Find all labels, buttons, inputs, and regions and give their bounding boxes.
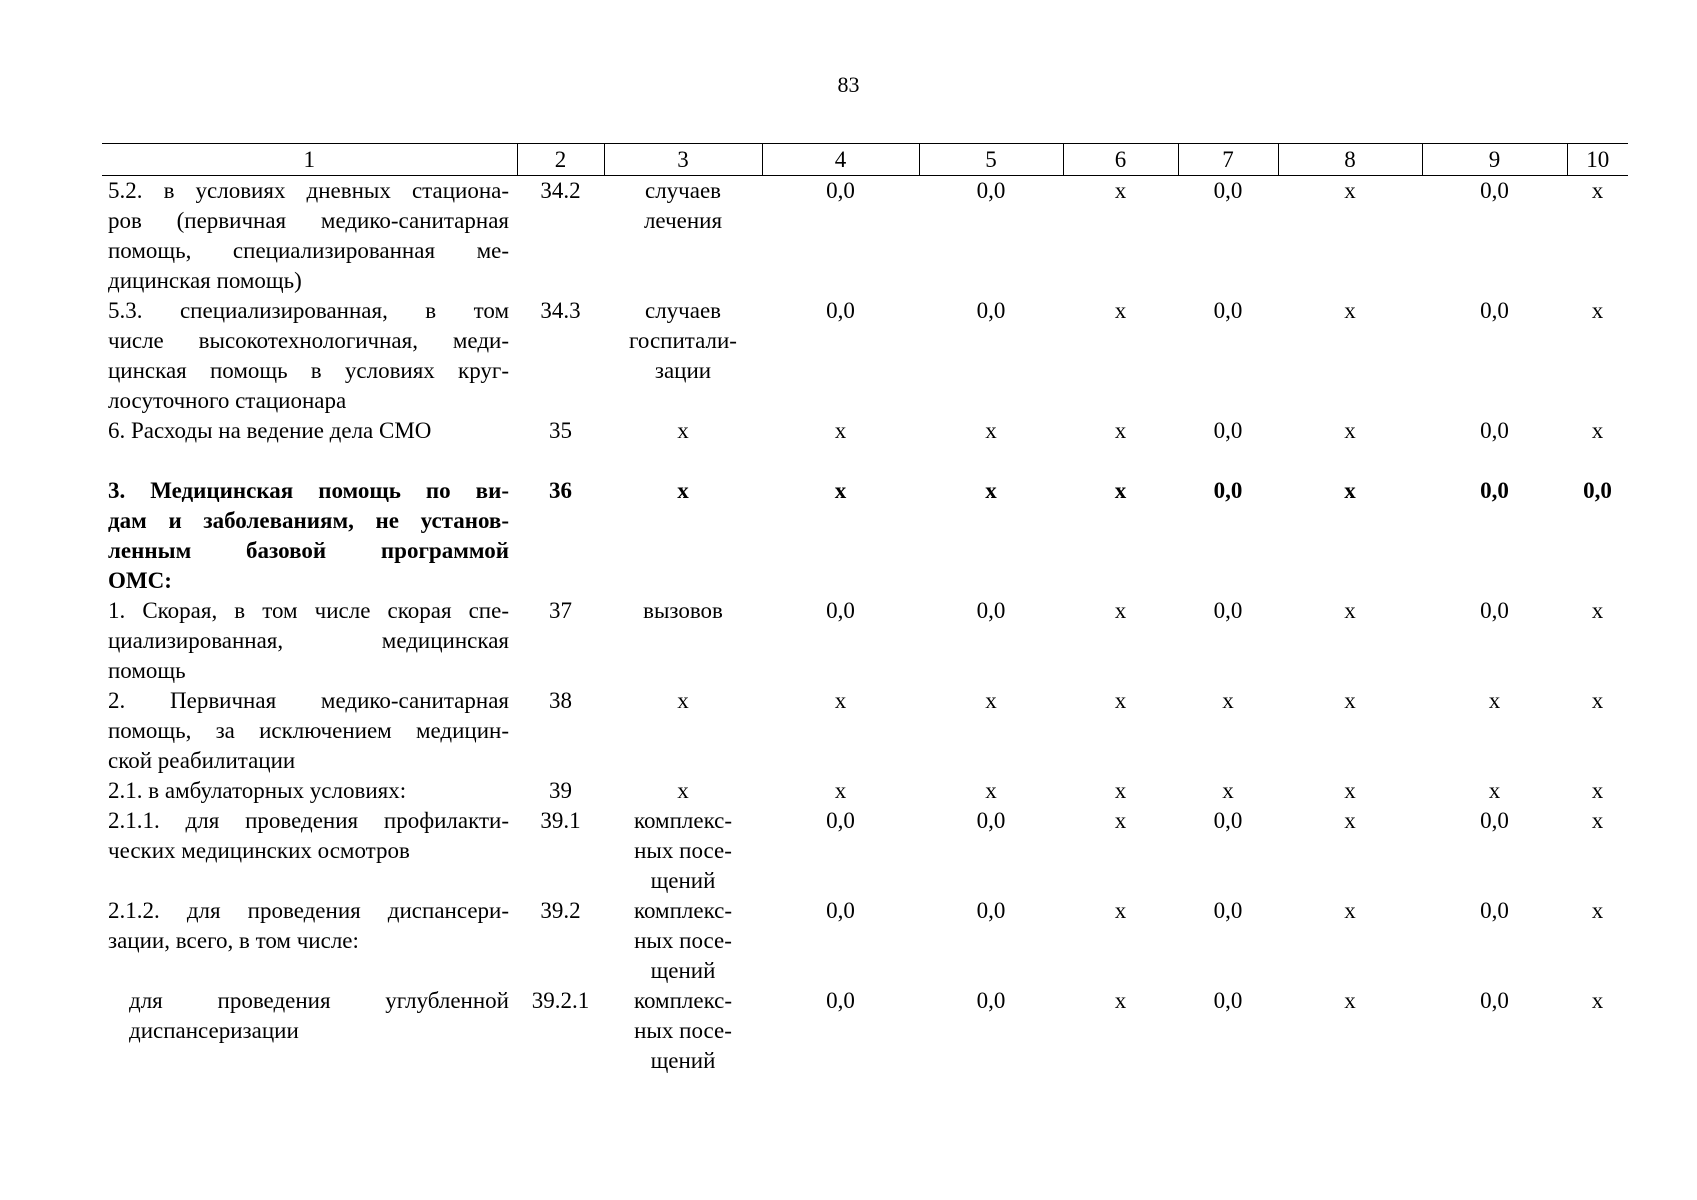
row-value-cell: х (1344, 988, 1356, 1013)
row-name-cell (102, 446, 517, 596)
row-value-cell: 0,0 (1480, 898, 1509, 923)
row-value-cell: х (1591, 988, 1604, 1013)
row-value-cell: х (1591, 598, 1604, 623)
column-number-header-row (102, 144, 1628, 176)
row-value-cell: х (1591, 688, 1604, 713)
row-unit-cell (604, 176, 762, 297)
column-header: 10 (1567, 144, 1628, 176)
row-code-cell: 34.2 (540, 178, 581, 203)
row-unit-line: ных посе- (634, 838, 732, 863)
row-value-cell: х (1114, 298, 1127, 323)
row-name-line: помощь (108, 658, 186, 683)
row-unit-line: щений (650, 1048, 716, 1073)
row-value-cell: х (1344, 178, 1356, 203)
row-code-cell: 34.3 (540, 298, 581, 323)
row-name-line: ческих медицинских осмотров (108, 838, 410, 863)
row-value-cell: х (1488, 688, 1501, 713)
row-code-cell: 37 (549, 598, 572, 623)
row-name-line: 2.1.1. для проведения профилакти- (108, 808, 509, 833)
row-value-cell: 0,0 (826, 808, 855, 833)
row-value-cell: 0,0 (1213, 988, 1243, 1013)
row-name-line: 1. Скорая, в том числе скорая спе- (108, 598, 509, 623)
row-unit-cell (604, 596, 762, 686)
row-name-cell (102, 986, 517, 1076)
row-value-cell: 0,0 (1480, 478, 1509, 503)
table-row (102, 896, 1628, 986)
row-name-cell (102, 896, 517, 986)
row-name-line: помощь, за исключением медицин- (108, 718, 509, 743)
row-value-cell: х (1114, 688, 1127, 713)
row-name-line: диспансеризации (129, 1018, 299, 1043)
column-header: 8 (1278, 144, 1422, 176)
row-name-line: ской реабилитации (108, 748, 296, 773)
row-value-cell: х (1344, 808, 1356, 833)
row-value-cell: 0,0 (976, 178, 1006, 203)
row-value-cell: х (1114, 178, 1127, 203)
row-value-cell: 0,0 (1213, 178, 1243, 203)
row-unit-cell (604, 446, 762, 596)
row-name-cell (102, 176, 517, 297)
row-name-line: числе высокотехнологичная, меди- (108, 328, 509, 353)
table-row (102, 986, 1628, 1076)
row-unit-line: щений (650, 868, 716, 893)
row-value-cell: 0,0 (1480, 808, 1509, 833)
row-code-cell: 38 (549, 688, 572, 713)
row-value-cell: 0,0 (826, 898, 855, 923)
row-value-cell: 0,0 (1213, 898, 1243, 923)
table-row (102, 776, 1628, 806)
row-value-cell: х (1222, 778, 1234, 803)
row-value-cell: х (1114, 988, 1127, 1013)
row-value-cell: 0,0 (826, 598, 855, 623)
page-number: 83 (837, 72, 860, 97)
row-code-cell: 39 (549, 778, 572, 803)
row-value-cell: 0,0 (1213, 298, 1243, 323)
row-value-cell: х (1344, 898, 1356, 923)
row-unit-line: щений (650, 958, 716, 983)
row-value-cell: х (1488, 778, 1501, 803)
table-row (102, 176, 1628, 297)
column-header: 2 (517, 144, 604, 176)
row-value-cell: х (1114, 808, 1127, 833)
row-value-cell: 0,0 (976, 598, 1006, 623)
row-name-cell (102, 776, 517, 806)
row-name-line: 5.2. в условиях дневных стациона- (108, 178, 509, 203)
row-value-cell: х (1222, 688, 1234, 713)
row-unit-line: х (677, 418, 689, 443)
row-value-cell: х (834, 418, 847, 443)
row-value-cell: 0,0 (826, 988, 855, 1013)
row-unit-line: комплекс- (633, 898, 733, 923)
row-unit-line: комплекс- (633, 808, 733, 833)
row-value-cell: х (985, 418, 997, 443)
row-value-cell: х (1591, 178, 1604, 203)
row-unit-line: ных посе- (634, 928, 732, 953)
row-value-cell: х (1591, 808, 1604, 833)
row-value-cell: х (1114, 778, 1127, 803)
row-unit-cell (604, 896, 762, 986)
row-unit-line: случаев (644, 178, 722, 203)
row-name-cell (102, 596, 517, 686)
row-value-cell: х (1591, 898, 1604, 923)
row-unit-line: ных посе- (634, 1018, 732, 1043)
row-unit-line: госпитали- (629, 328, 737, 353)
row-code-cell: 39.2.1 (531, 988, 590, 1013)
row-value-cell: х (1344, 778, 1356, 803)
row-name-cell (102, 416, 517, 446)
row-unit-cell (604, 806, 762, 896)
row-code-cell: 39.1 (540, 808, 581, 833)
row-unit-cell (604, 296, 762, 416)
row-value-cell: 0,0 (1213, 598, 1243, 623)
row-value-cell: х (1591, 778, 1604, 803)
row-unit-line: лечения (643, 208, 723, 233)
row-value-cell: 0,0 (826, 178, 855, 203)
row-name-line: 2.1. в амбулаторных условиях: (108, 778, 407, 803)
row-unit-cell (604, 986, 762, 1076)
column-header: 1 (102, 144, 517, 176)
row-name-line: циализированная, медицинская (108, 628, 509, 653)
column-header: 4 (762, 144, 919, 176)
column-header: 6 (1063, 144, 1178, 176)
row-value-cell: х (1114, 598, 1127, 623)
row-value-cell: 0,0 (976, 988, 1006, 1013)
table-row (102, 686, 1628, 776)
row-value-cell: 0,0 (976, 898, 1006, 923)
table-row (102, 446, 1628, 596)
column-header: 3 (604, 144, 762, 176)
column-header: 9 (1422, 144, 1567, 176)
row-value-cell: 0,0 (1480, 178, 1509, 203)
table-row (102, 806, 1628, 896)
row-unit-line: х (677, 778, 689, 803)
row-name-line: зации, всего, в том числе: (108, 928, 359, 953)
row-value-cell: 0,0 (826, 298, 855, 323)
row-value-cell: х (985, 478, 997, 503)
row-value-cell: х (985, 688, 997, 713)
row-unit-line: х (677, 688, 689, 713)
row-value-cell: х (1344, 298, 1356, 323)
row-unit-line: вызовов (643, 598, 723, 623)
row-name-line: дам и заболеваниям, не установ- (108, 508, 509, 533)
row-name-line: помощь, специализированная ме- (108, 238, 509, 263)
row-value-cell: х (834, 478, 847, 503)
row-value-cell: 0,0 (1213, 808, 1243, 833)
row-name-line: 2.1.2. для проведения диспансери- (108, 898, 509, 923)
row-value-cell: 0,0 (1480, 298, 1509, 323)
row-name-line: 2. Первичная медико-санитарная (108, 688, 509, 713)
row-name-cell (102, 686, 517, 776)
row-unit-cell (604, 686, 762, 776)
row-value-cell: 0,0 (1480, 598, 1509, 623)
table-row (102, 296, 1628, 416)
row-value-cell: 0,0 (1213, 478, 1243, 503)
row-name-cell (102, 296, 517, 416)
row-value-cell: х (985, 778, 997, 803)
row-code-cell: 39.2 (540, 898, 581, 923)
row-value-cell: х (834, 688, 847, 713)
row-name-line: цинская помощь в условиях круг- (108, 358, 509, 383)
row-value-cell: х (1591, 418, 1604, 443)
column-header: 7 (1178, 144, 1278, 176)
row-value-cell: 0,0 (1480, 418, 1509, 443)
row-value-cell: 0,0 (976, 808, 1006, 833)
row-value-cell: 0,0 (1213, 418, 1243, 443)
row-value-cell: х (1344, 598, 1356, 623)
table-row (102, 596, 1628, 686)
row-name-line: ров (первичная медико-санитарная (108, 208, 509, 233)
row-value-cell: 0,0 (1480, 988, 1509, 1013)
table-row (102, 416, 1628, 446)
budget-table (102, 143, 1628, 1076)
row-name-line: 3. Медицинская помощь по ви- (108, 478, 509, 503)
row-name-line: дицинская помощь) (108, 268, 302, 293)
row-unit-line: комплекс- (633, 988, 733, 1013)
row-value-cell: 0,0 (976, 298, 1006, 323)
row-unit-line: х (677, 478, 689, 503)
row-value-cell: 0,0 (1583, 478, 1612, 503)
row-name-line: 6. Расходы на ведение дела СМО (108, 418, 432, 443)
row-value-cell: х (1344, 478, 1356, 503)
row-name-line: 5.3. специализированная, в том (108, 298, 509, 323)
row-value-cell: х (1114, 418, 1127, 443)
row-unit-line: зации (654, 358, 712, 383)
row-value-cell: х (1114, 478, 1127, 503)
row-value-cell: х (1344, 688, 1356, 713)
row-value-cell: х (1344, 418, 1356, 443)
row-code-cell: 35 (549, 418, 572, 443)
row-name-line: лосуточного стационара (108, 388, 347, 413)
row-unit-cell (604, 776, 762, 806)
row-value-cell: х (1114, 898, 1127, 923)
row-name-line: для проведения углубленной (129, 988, 509, 1013)
row-value-cell: х (834, 778, 847, 803)
row-code-cell: 36 (549, 478, 572, 503)
column-header: 5 (919, 144, 1063, 176)
row-name-line: ленным базовой программой (108, 538, 509, 563)
row-name-line: ОМС: (108, 568, 172, 593)
row-name-cell (102, 806, 517, 896)
row-value-cell: х (1591, 298, 1604, 323)
row-unit-line: случаев (644, 298, 722, 323)
row-unit-cell (604, 416, 762, 446)
